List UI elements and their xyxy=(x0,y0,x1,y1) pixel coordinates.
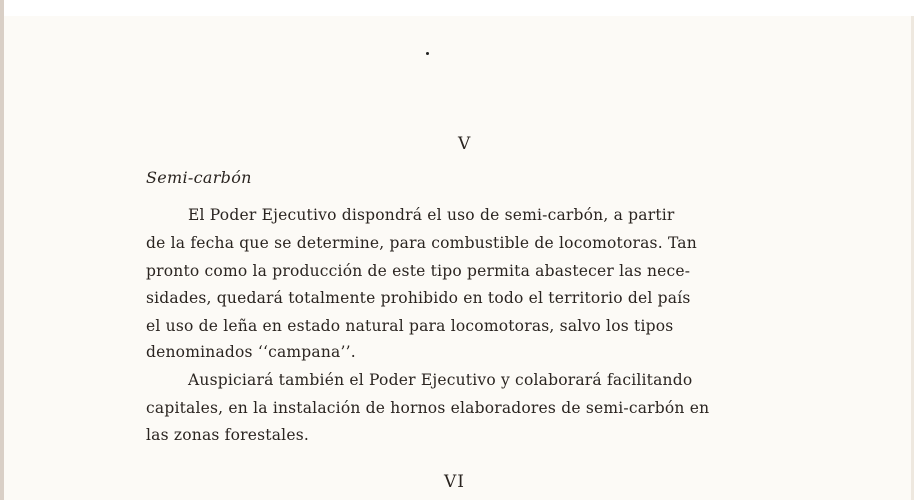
paragraph-line: el uso de leña en estado natural para locomotoras, salvo los tipos xyxy=(146,317,674,335)
paragraph-line: denominados ‘‘campana’’. xyxy=(146,343,356,361)
page-left-edge xyxy=(0,0,4,500)
paragraph-line: sidades, quedará totalmente prohibido en todo el territorio del país xyxy=(146,289,691,307)
section-v-numeral: V xyxy=(458,134,472,154)
section-v-heading: Semi-carbón xyxy=(146,168,252,187)
section-vi-numeral: VI xyxy=(444,472,465,492)
paragraph-line: de la fecha que se determine, para combustible de locomotoras. Tan xyxy=(146,234,697,252)
page-top-margin xyxy=(0,0,914,16)
paragraph-line: capitales, en la instalación de hornos elaboradores de semi-carbón en xyxy=(146,399,710,417)
paragraph-line: pronto como la producción de este tipo permita abastecer las nece- xyxy=(146,262,691,280)
ink-speck xyxy=(426,52,429,55)
paragraph-line: Auspiciará también el Poder Ejecutivo y colaborará facilitando xyxy=(188,371,693,389)
paragraph-line: las zonas forestales. xyxy=(146,426,309,444)
paragraph-line: El Poder Ejecutivo dispondrá el uso de semi-carbón, a partir xyxy=(188,206,675,224)
